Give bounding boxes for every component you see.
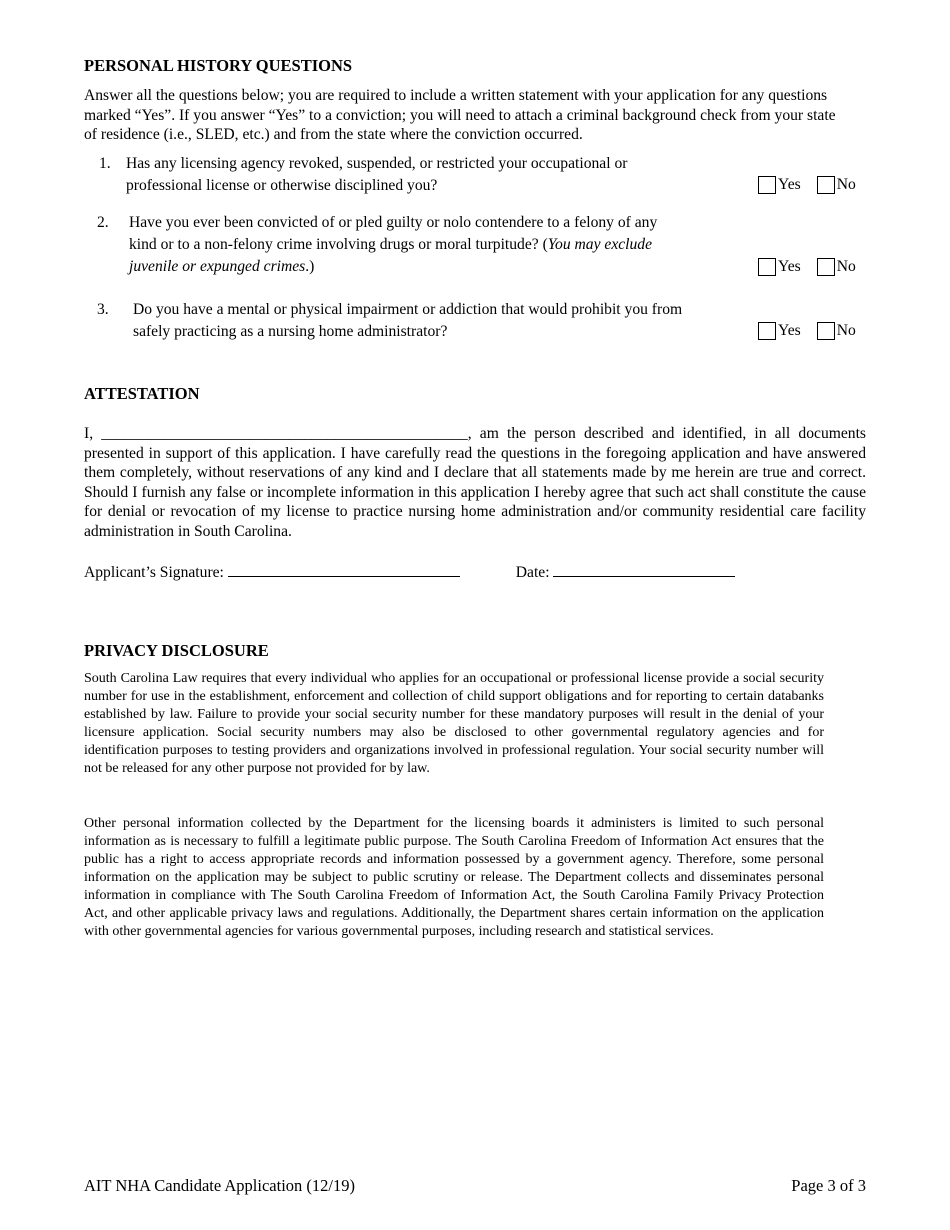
- question-2-line2-italic: You may exclude: [547, 236, 653, 253]
- question-2-no-label: No: [836, 258, 856, 275]
- attestation-statement: [84, 424, 866, 542]
- question-1-no-label: No: [836, 176, 856, 193]
- question-3-no-checkbox[interactable]: [817, 322, 835, 340]
- question-2-answer: [758, 258, 856, 276]
- question-1-number: 1.: [99, 155, 111, 172]
- question-3-yes-checkbox[interactable]: [758, 322, 776, 340]
- question-3-yes-label: Yes: [778, 322, 801, 339]
- attestation-text: , am the person described and identified, in all documents presented in support of this application. I have carefully read the questions in the foregoing application and have answered them completely, without reservations of any kind and I declare that all statements made by me herein are true and correct. Should I furnish any false or incomplete information in this application I hereby agree that such act shall constitute the cause for denial or revocation of my license to practice nursing home administration and/or community residential care facility administration in South Carolina.: [84, 425, 866, 540]
- question-1-text: [126, 153, 766, 197]
- signature-field[interactable]: [228, 562, 460, 577]
- privacy-paragraph-1: South Carolina Law requires that every individual who applies for an occupational or professional license provide a social security number for use in the establishment, enforcement and collection of child support obligations and for reporting to certain databanks established by law. Failure to provide your social security number for these mandatory purposes will result in the denial of your licensure application. Social security numbers may also be disclosed to other governmental regulatory agencies and for identification purposes to testing providers and organizations involved in professional regulation. Your social security number will not be released for any other purpose not provided for by law.: [84, 671, 824, 776]
- question-2-text: [129, 212, 769, 278]
- question-1-yes-checkbox[interactable]: [758, 176, 776, 194]
- question-1-line2: professional license or otherwise disciplined you?: [126, 177, 438, 194]
- date-field[interactable]: [553, 562, 735, 577]
- question-2-line3-italic: juvenile or expunged crimes: [129, 258, 306, 275]
- question-3-answer: [758, 322, 856, 340]
- attestation-prefix: I,: [84, 425, 102, 442]
- privacy-heading: PRIVACY DISCLOSURE: [84, 641, 269, 660]
- question-1-answer: [758, 176, 856, 194]
- question-3-no-label: No: [836, 322, 856, 339]
- question-2-yes-checkbox[interactable]: [758, 258, 776, 276]
- question-3-line1: Do you have a mental or physical impairment or addiction that would prohibit you from: [133, 301, 683, 318]
- question-2-yes-label: Yes: [778, 258, 801, 275]
- attestation-name-blank[interactable]: _______________________________________________: [101, 425, 468, 442]
- question-2-line1: Have you ever been convicted of or pled guilty or nolo contendere to a felony of any: [129, 214, 658, 231]
- footer-form-id: AIT NHA Candidate Application (12/19): [84, 1176, 355, 1195]
- footer-page-number: Page 3 of 3: [791, 1176, 866, 1195]
- question-2-line3: [129, 256, 769, 278]
- question-2-line2-text: kind or to a non-felony crime involving drugs or moral turpitude? (: [129, 236, 548, 253]
- question-2-no-checkbox[interactable]: [817, 258, 835, 276]
- question-3-text: [133, 299, 773, 343]
- date-label: Date:: [515, 564, 554, 581]
- privacy-paragraph-2: Other personal information collected by the Department for the licensing boards it administers is limited to such personal information as is necessary to fulfill a legitimate public purpose. The South Carolina Freedom of Information Act ensures that the public has a right to access appropriate records and information possessed by a government agency. Therefore, some personal information on the application may be subject to public scrutiny or release. The Department collects and disseminates personal information in compliance with The South Carolina Freedom of Information Act, the South Carolina Family Privacy Protection Act, and other applicable privacy laws and regulations. Additionally, the Department shares certain information on the application with other governmental agencies for various governmental purposes, including research and statistical services.: [84, 816, 824, 939]
- question-3-line2: safely practicing as a nursing home administrator?: [133, 323, 448, 340]
- personal-history-heading: PERSONAL HISTORY QUESTIONS: [84, 56, 353, 75]
- question-1-yes-label: Yes: [778, 176, 801, 193]
- personal-history-intro: Answer all the questions below; you are required to include a written statement with your application for any questions marked “Yes”. If you answer “Yes” to a conviction; you will need to attach a criminal background check from your state of residence (i.e., SLED, etc.) and from the state where the conviction occurred.: [84, 87, 836, 144]
- signature-label: Applicant’s Signature:: [84, 564, 228, 581]
- attestation-heading: ATTESTATION: [84, 384, 200, 403]
- question-1-line1: Has any licensing agency revoked, suspended, or restricted your occupational or: [126, 155, 628, 172]
- question-2-line3-text: .): [305, 258, 315, 275]
- question-2-line2: [129, 234, 769, 256]
- question-1-no-checkbox[interactable]: [817, 176, 835, 194]
- question-3-number: 3.: [97, 301, 109, 318]
- question-2-number: 2.: [97, 214, 109, 231]
- signature-row: [84, 562, 866, 583]
